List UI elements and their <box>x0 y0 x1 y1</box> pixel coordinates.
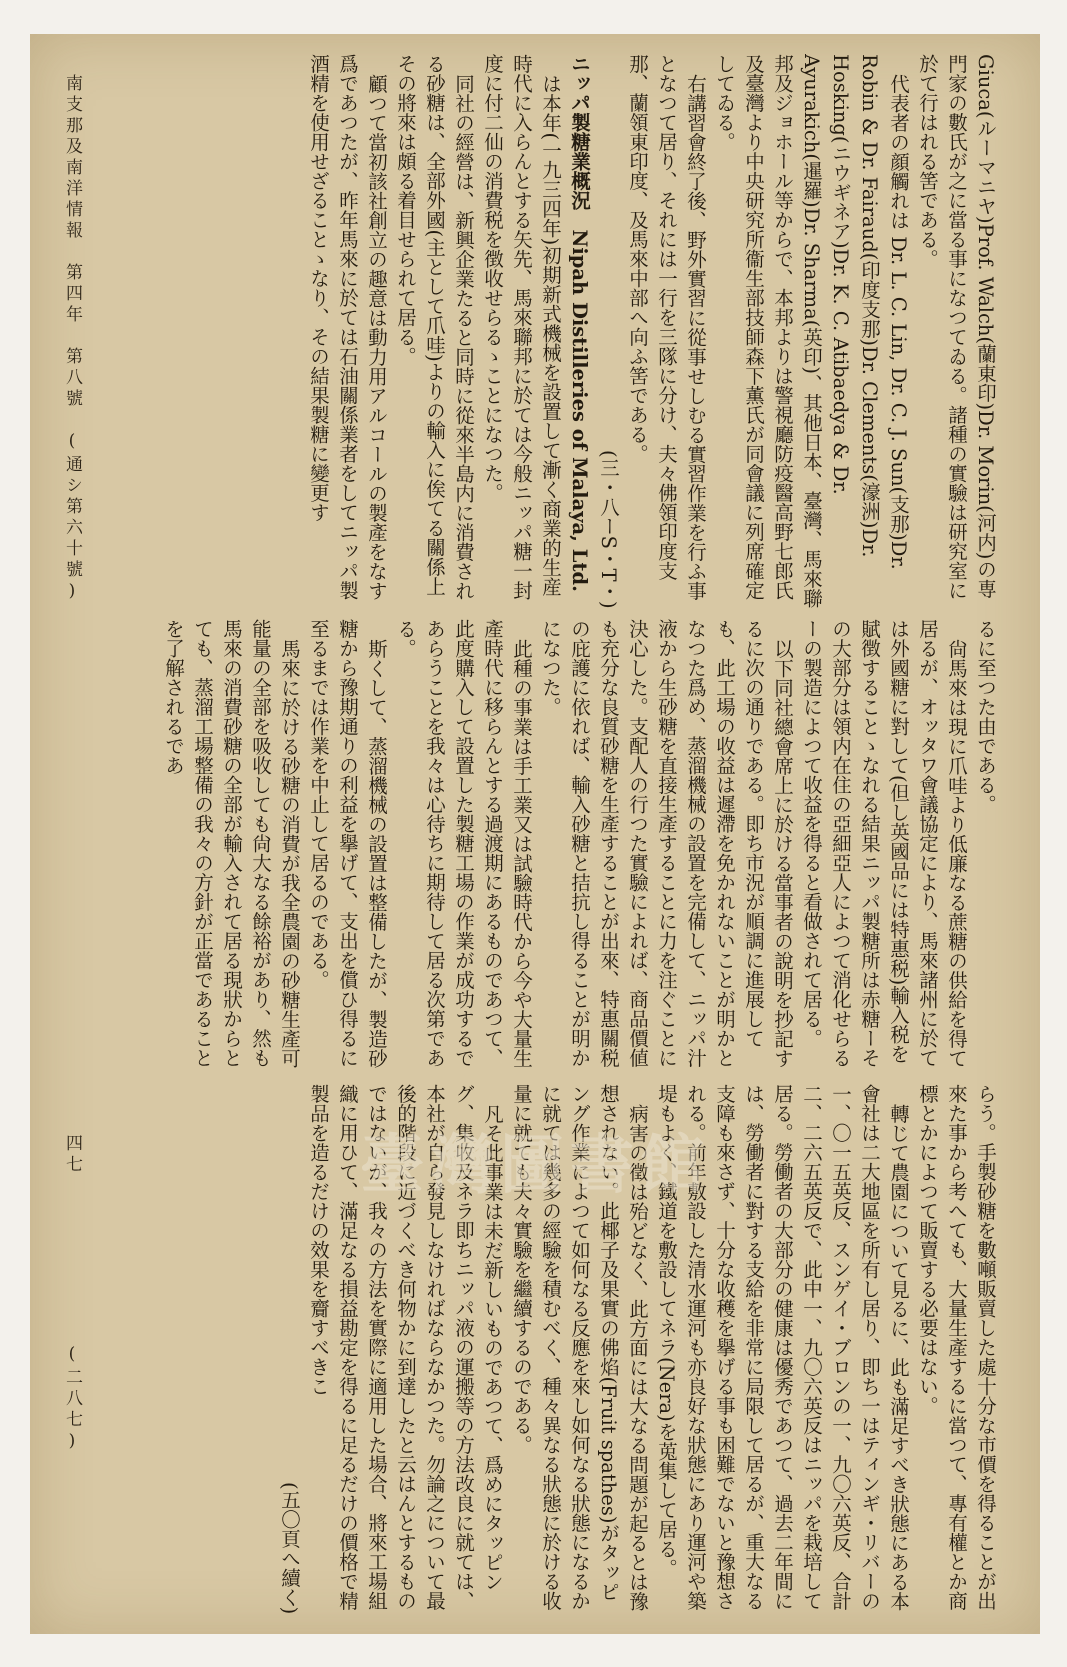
page-numbers <box>60 1134 85 1554</box>
paragraph: 代表者の顔觸れは Dr. L. C. Lin, Dr. C. J. Sun(支那)Dr. Robin & Dr. Fairaud(印度支那)Dr. Clements(濠洲)Dr. Hosking(ニウギネア)Dr. K. C. Atibaedya & Dr. Ayurakich(暹羅)Dr. Sharma(英印)、其他日本、臺灣、馬來聯邦及ジョホール等からで、本邦よりは警視廳防疫醫高野七郎氏及臺灣より中央研究所衞生部技師森下薫氏が同會議に列席確定してゐる。 <box>713 54 910 608</box>
paragraph: 同社の經營は、新興企業たると同時に從來半島内に消費される砂糖は、全部外國(主として爪哇)よりの輸入に俟てる關係上その將來は頗る着目せられて居る。 <box>394 54 475 600</box>
library-watermark: 臺灣圖書館 <box>360 1128 710 1203</box>
paragraph: 此種の事業は手工業又は試驗時代から今や大量生產時代に移らんとする過渡期にあるものであつて、此度購入して設置した製糖工場の作業が成功するであらうことを我々は心待ちに期待して居る次第である。 <box>394 619 533 1068</box>
section-heading: ニッパ製糖業概況 Nipah Distilleries of Malaya, Ltd. <box>568 54 591 592</box>
overall-page-number: (二八七) <box>62 1344 82 1455</box>
journal-title: 南支那及南洋情報 <box>62 74 82 242</box>
journal-header <box>60 74 85 834</box>
paragraph: 斯くして、蒸溜機械の設置は整備したが、製造砂糖から豫期通りの利益を擧げて、支出を償ひ得るに至るまでは作業を中止して居るのである。 <box>307 619 388 1068</box>
paragraph: 右講習會終了後、野外實習に從事せしむる實習作業を行ふ事となつて居り、それには一行を三隊に分け、夫々佛領印度支那、蘭領東印度、及馬來中部へ向ふ筈である。 <box>626 54 707 600</box>
serial-number: (通シ第六十號) <box>62 431 82 605</box>
signature-line: (五〇頁へ續く) <box>278 1481 301 1614</box>
paragraph: 顧つて當初該社創立の趣意は動力用アルコールの製產をなす爲であつたが、昨年馬來に於ては石油關係業者をしてニッパ製酒精を使用せざることゝなり、その結果製糖に變更す <box>307 54 388 600</box>
paragraph: 尙馬來は現に爪哇より低廉なる蔗糖の供給を得て居るが、オッタワ會議協定により、馬來諸州に於ては外國糖に對して(但し英國品には特惠税)輸入税を賦徴することゝなれる結果ニッパ製糖所は赤糖ーその大部分は領内在住の亞細亞人によつて消化せらるーの製造によつて收益を得ると看做されて居る。 <box>800 619 968 1068</box>
text-tier-2 <box>100 619 1000 1074</box>
paragraph: 病害の徵は殆どなく、此方面には大なる問題が起るとは豫想されない。此椰子及果實の佛焰(Fruit spathes)がタッピング作業によつて如何なる反應を來し如何なる狀態になるかに就ては幾多の經驗を積むべく、種々異なる狀態に於ける收量に就ても夫々實驗を繼續するのである。 <box>510 1084 649 1611</box>
text-tier-1 <box>100 54 1000 609</box>
page-number: 四七 <box>62 1134 82 1176</box>
paragraph: 以下同社總會席上に於ける當事者の說明を抄記するに次の通りである。即ち市況が順調に進展しても、此工場の收益は遲滯を免かれないことが明かとなつた爲め、蒸溜機械の設置を完備して、ニッパ汁液から生砂糖を直接生產することに力を注ぐことに決心した。支配人の行つた實驗によれば、商品價値も充分な良質砂糖を生產することが出來、特惠關税の庇護に依れば、輸入砂糖と拮抗し得ることが明かになつた。 <box>539 619 794 1068</box>
paragraph: Giuca(ルーマニヤ)Prof. Walch(蘭東印)Dr. Morin(河内)の専門家の數氏が之に當る事になつてゐる。諸種の實驗は研究室に於て行はれる筈である。 <box>916 54 997 600</box>
signature-line: (三・八ーS・T・) <box>597 450 620 609</box>
volume-number: 第四年 第八號 <box>62 263 82 410</box>
paragraph: 凡そ此事業は未だ新しいものであつて、爲めにタッピング、集收及ネラ即ちニッパ液の運搬等の方法改良に就ては、本社が自ら發見しなければならなかつた。勿論之について最後的階段に近づくべき何物かに到達したと云はんとするものではないが、我々の方法を實際に適用した場合、將來工場組織に用ひて、滿足なる損益勘定を得るに足るだけの價格で精製品を造るだけの效果を齎すべきこ <box>307 1084 504 1611</box>
paragraph: 轉じて農園について見るに、此も滿足すべき狀態にある本會社は二大地區を所有し居り、即ち一はティンギ・リバーの一、〇一五英反、スンゲイ・ブロンの一、九〇六英反、合計二、二六五英反で、此中一、九〇六英反はニッパを栽培して居る。勞働者の大部分の健康は優秀であつて、過去二年間には、勞働者に對する支給を非常に局限して居るが、重大なる支障も來さず、十分な收穫を擧げる事も困難でないと豫想される。前年敷設した清水運河も亦良好な狀態にあり運河や築堤もよく、鐵道を敷設してネラ(Nera)を莵集して居る。 <box>655 1084 910 1611</box>
paragraph: るに至つた由である。 <box>974 619 997 814</box>
paragraph: は本年(一九三四年)初期新式機械を設置して漸く商業的生産時代に入らんとする矢先、馬來聯邦に於ては今般ニッパ糖一封度に付二仙の消費税を徴收せらるゝことになつた。 <box>481 54 562 600</box>
paragraph: らう。手製砂糖を數噸販賣した處十分な市價を得ることが出來た事から考へても、大量生產するに當つて、專有權とか商標とかによつて販賣する必要はない。 <box>916 1084 997 1611</box>
document-page <box>30 34 1040 1634</box>
paragraph: 馬來に於ける砂糖の消費が我全農園の砂糖生產可能量の全部を吸收しても尙大なる餘裕があり、然も馬來の消費砂糖の全部が輸入されて居る現狀からとても、蒸溜工場整備の我々の方針が正當であることを了解されるであ <box>162 619 301 1068</box>
